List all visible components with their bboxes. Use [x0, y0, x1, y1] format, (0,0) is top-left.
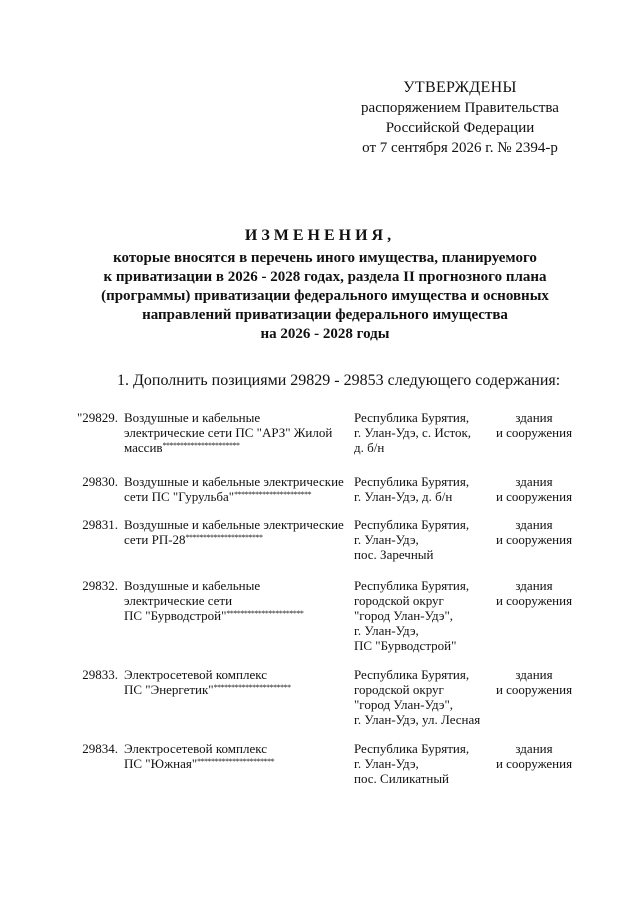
object-name-line: ПС "Энергетик"	[124, 682, 214, 697]
position-number: 29833.	[82, 667, 118, 682]
type-line: здания	[515, 741, 553, 756]
location-line: Республика Бурятия,	[354, 517, 470, 532]
location-line: "город Улан-Удэ",	[354, 697, 454, 712]
location-line: г. Улан-Удэ,	[354, 532, 419, 547]
object-location	[354, 410, 494, 455]
position-number: 29830.	[82, 474, 118, 489]
location-line: Республика Бурятия,	[354, 741, 470, 756]
footnote-stars: **********************	[162, 441, 240, 450]
type-line: и сооружения	[495, 489, 573, 504]
object-name	[124, 741, 350, 771]
location-line: Республика Бурятия,	[354, 410, 470, 425]
location-line: г. Улан-Удэ, ул. Лесная	[354, 712, 481, 727]
position-number: 29834.	[82, 741, 118, 756]
document-subtitle	[60, 249, 590, 344]
object-name-line: Воздушные и кабельные электрические	[124, 474, 344, 489]
type-line: здания	[515, 667, 553, 682]
type-line: и сооружения	[495, 532, 573, 547]
location-line: г. Улан-Удэ,	[354, 623, 419, 638]
object-type	[486, 578, 582, 608]
object-type	[486, 517, 582, 547]
type-line: здания	[515, 517, 553, 532]
type-line: и сооружения	[495, 756, 573, 771]
approval-heading: УТВЕРЖДЕНЫ	[403, 79, 517, 96]
position-number: 29831.	[82, 517, 118, 532]
object-name-line: сети РП-28	[124, 532, 186, 547]
location-line: г. Улан-Удэ, с. Исток,	[354, 425, 472, 440]
subtitle-line: направлений приватизации федерального имущества	[142, 307, 508, 323]
object-name	[124, 410, 350, 455]
object-name-line: Воздушные и кабельные	[124, 578, 261, 593]
approval-line-3: от 7 сентября 2026 г. № 2394-р	[362, 140, 558, 156]
object-name	[124, 667, 350, 697]
position-number: 29832.	[82, 578, 118, 593]
type-line: здания	[515, 578, 553, 593]
object-name-line: ПС "Южная"	[124, 756, 198, 771]
type-line: и сооружения	[495, 682, 573, 697]
object-name	[124, 517, 350, 547]
type-line: здания	[515, 410, 553, 425]
type-line: здания	[515, 474, 553, 489]
object-name-line: Электросетевой комплекс	[124, 667, 267, 682]
object-type	[486, 741, 582, 771]
location-line: городской округ	[354, 593, 444, 608]
footnote-stars: **********************	[197, 757, 275, 766]
object-location	[354, 667, 494, 727]
footnote-stars: **********************	[226, 609, 304, 618]
object-name-line: ПС "Бурводстрой"	[124, 608, 227, 623]
position-number: "29829.	[76, 410, 118, 425]
location-line: пос. Силикатный	[354, 771, 450, 786]
location-line: городской округ	[354, 682, 444, 697]
object-name-line: электрические сети ПС "АРЗ" Жилой	[124, 425, 333, 440]
object-type	[486, 667, 582, 697]
object-location	[354, 474, 494, 504]
location-line: "город Улан-Удэ",	[354, 608, 454, 623]
location-line: Республика Бурятия,	[354, 474, 470, 489]
object-name-line: электрические сети	[124, 593, 233, 608]
footnote-stars: **********************	[234, 490, 312, 499]
location-line: г. Улан-Удэ,	[354, 756, 419, 771]
object-name	[124, 474, 350, 504]
approval-block	[340, 78, 580, 158]
document-title: ИЗМЕНЕНИЯ,	[244, 227, 396, 244]
footnote-stars: **********************	[185, 533, 263, 542]
subtitle-line: которые вносятся в перечень иного имущества, планируемого	[113, 250, 537, 266]
object-location	[354, 517, 494, 562]
approval-line-2: Российской Федерации	[385, 120, 535, 136]
object-name-line: Электросетевой комплекс	[124, 741, 267, 756]
location-line: Республика Бурятия,	[354, 667, 470, 682]
type-line: и сооружения	[495, 593, 573, 608]
approval-line-1: распоряжением Правительства	[361, 100, 559, 116]
intro-paragraph: 1. Дополнить позициями 29829 - 29853 следующего содержания:	[117, 372, 561, 389]
subtitle-line: к приватизации в 2026 - 2028 годах, раздела II прогнозного плана	[103, 269, 547, 285]
location-line: Республика Бурятия,	[354, 578, 470, 593]
object-type	[486, 474, 582, 504]
object-name-line: массив	[124, 440, 163, 455]
subtitle-line: (программы) приватизации федерального имущества и основных	[101, 288, 549, 304]
type-line: и сооружения	[495, 425, 573, 440]
object-name-line: Воздушные и кабельные электрические	[124, 517, 344, 532]
location-line: г. Улан-Удэ, д. б/н	[354, 489, 453, 504]
object-name	[124, 578, 350, 623]
object-name-line: сети ПС "Гурульба"	[124, 489, 235, 504]
location-line: д. б/н	[354, 440, 385, 455]
footnote-stars: **********************	[213, 683, 291, 692]
subtitle-line: на 2026 - 2028 годы	[260, 326, 390, 342]
location-line: пос. Заречный	[354, 547, 434, 562]
object-name-line: Воздушные и кабельные	[124, 410, 261, 425]
object-type	[486, 410, 582, 440]
object-location	[354, 578, 494, 653]
object-location	[354, 741, 494, 786]
location-line: ПС "Бурводстрой"	[354, 638, 457, 653]
